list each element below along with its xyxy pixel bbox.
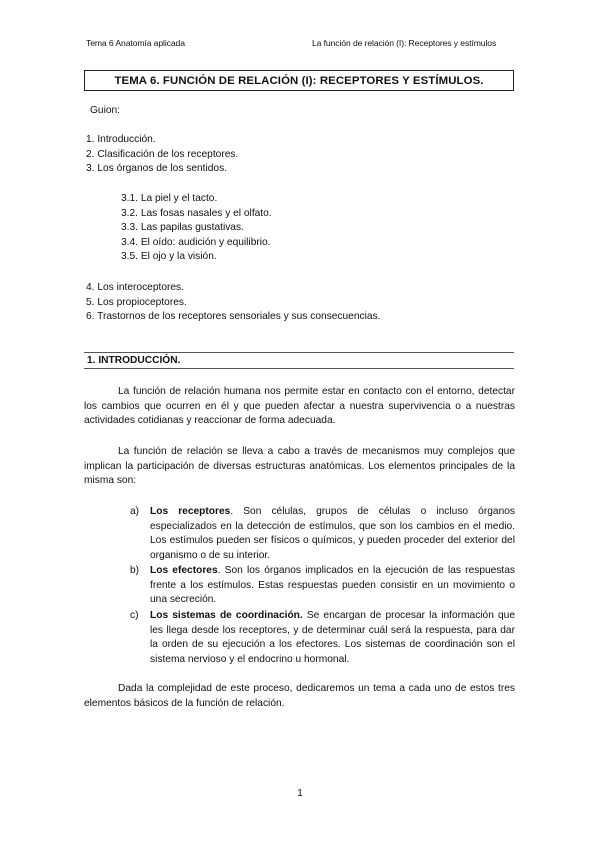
toc-item: 3. Los órganos de los sentidos.: [86, 163, 228, 175]
toc-item: 1. Introducción.: [86, 134, 156, 145]
list-marker: c): [130, 610, 139, 621]
page-number: 1: [297, 788, 303, 799]
header-right: La función de relación (I): Receptores y estímulos: [312, 38, 497, 48]
list-term: Los sistemas de coordinación.: [150, 610, 303, 621]
list-text: Se encargan de procesar la información que les llega desde los receptores, y de determinar cuál será la respuesta, para dar la orden de su ejecución a los efectores. Los sistemas de coordinación son el sistema nervioso y el endocrino u hormonal.: [150, 610, 515, 665]
paragraph-2: La función de relación se lleva a cabo a través de mecanismos muy complejos que implican la participación de diversas estructuras anatómicas. Los elementos principales de la misma son:: [84, 446, 515, 487]
toc-subitem: 3.2. Las fosas nasales y el olfato.: [121, 207, 272, 219]
list-item-coordinacion: [130, 609, 515, 667]
paragraph-1: La función de relación humana nos permite estar en contacto con el entorno, detectar los cambios que ocurren en él y que pueden afectar a nuestra supervivencia o a nuestras actividades cotidianas y reaccionar de forma adecuada.: [84, 386, 515, 427]
toc-subitems: [121, 192, 272, 265]
paragraph-3: Dada la complejidad de este proceso, dedicaremos un tema a cada uno de estos tres elementos básicos de la función de relación.: [84, 683, 515, 709]
document-title-text: TEMA 6. FUNCIÓN DE RELACIÓN (I): RECEPTORES Y ESTÍMULOS.: [114, 74, 484, 87]
toc-subitem: 3.3. Las papilas gustativas.: [121, 222, 244, 234]
header-left: Tema 6 Anatomía aplicada: [86, 38, 185, 48]
list-item-receptores: [130, 505, 515, 563]
toc-subitem: 3.4. El oído: audición y equilibrio.: [121, 236, 271, 248]
section-heading: 1. INTRODUCCIÓN.: [84, 352, 514, 369]
toc-item: 2. Clasificación de los receptores.: [86, 148, 239, 160]
toc-subitem: 3.5. El ojo y la visión.: [121, 251, 217, 263]
list-marker: b): [130, 565, 140, 576]
toc-subitem: 3.1. La piel y el tacto.: [121, 193, 218, 204]
toc-item: 4. Los interoceptores.: [86, 282, 184, 293]
guion-label: Guion:: [90, 105, 121, 116]
document-title: [84, 70, 514, 91]
toc-item: 6. Trastornos de los receptores sensoriales y sus consecuencias.: [86, 311, 381, 323]
list-text: . Son los órganos implicados en la ejecución de las respuestas frente a los estímulos. Estas respuestas pueden consistir en un movimiento o una secreción.: [150, 565, 516, 606]
toc-main-b: [86, 281, 380, 325]
toc-item: 5. Los propioceptores.: [86, 296, 187, 308]
list-item-efectores: [130, 564, 515, 608]
list-term: Los receptores: [150, 506, 231, 517]
list-term: Los efectores: [150, 565, 218, 576]
list-marker: a): [130, 506, 140, 517]
toc-main-a: [86, 133, 238, 177]
list-text: . Son células, grupos de células o incluso órganos especializados en la detección de estímulos, que son los cambios en el medio. Los estímulos pueden ser físicos o químicos, y pueden proceder del exterior del organismo o de su interior.: [150, 506, 515, 561]
